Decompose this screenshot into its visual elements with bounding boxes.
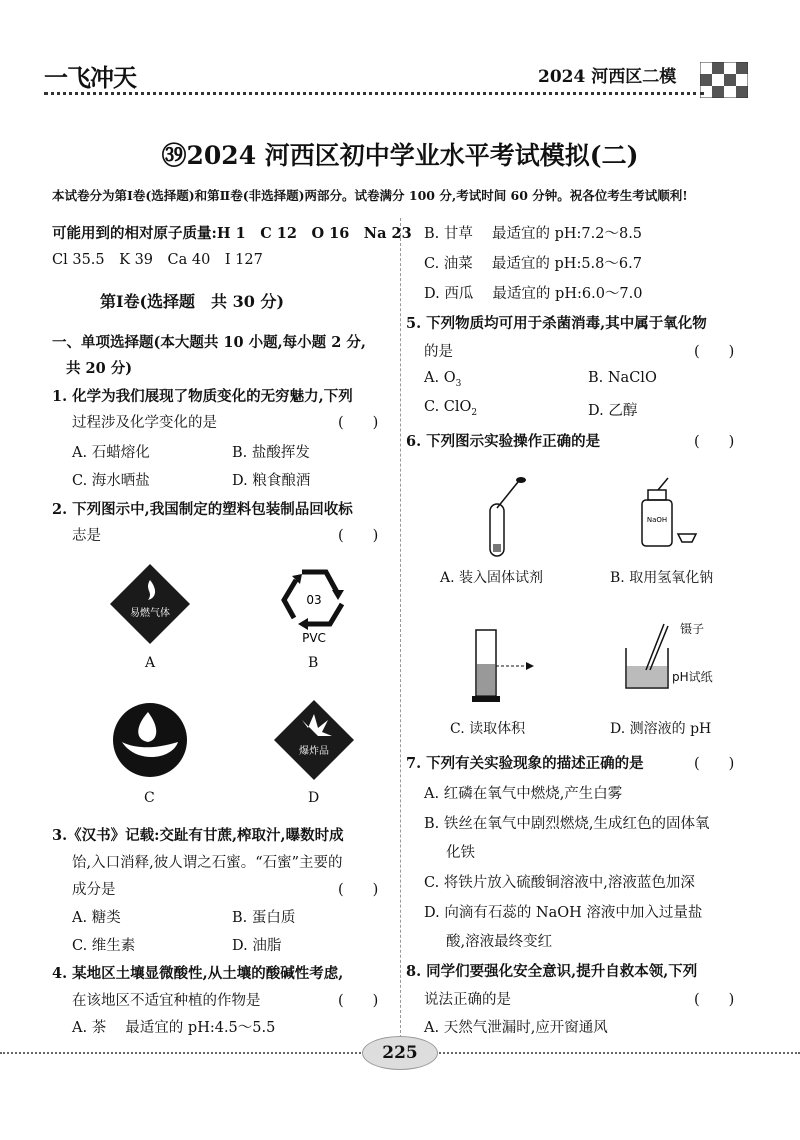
graduated-cylinder-icon: [468, 626, 538, 706]
q2-label-b: B: [308, 655, 319, 671]
q7-option-c: C. 将铁片放入硫酸铜溶液中,溶液蓝色加深: [424, 875, 695, 891]
q7-option-d2: 酸,溶液最终变红: [446, 934, 553, 950]
q3-answer-blank[interactable]: ( ): [338, 882, 379, 898]
q7-option-a: A. 红磷在氧气中燃烧,产生白雾: [424, 786, 623, 802]
q2-label-d: D: [308, 790, 320, 806]
q7-line1: 7. 下列有关实验现象的描述正确的是: [406, 755, 644, 772]
q1-option-a: A. 石蜡熔化: [72, 445, 150, 461]
q8-answer-blank[interactable]: ( ): [694, 992, 735, 1008]
flammable-gas-label: 易燃气体: [130, 608, 170, 619]
exam-label: 2024 河西区二模: [538, 67, 677, 87]
q8-option-a: A. 天然气泄漏时,应开窗通风: [424, 1020, 608, 1036]
q6-answer-blank[interactable]: ( ): [694, 434, 735, 450]
tweezers-label: 镊子: [680, 622, 705, 636]
flammable-gas-sign-icon: [108, 562, 192, 646]
q6-option-b: B. 取用氢氧化钠: [610, 570, 714, 586]
page-number: 225: [362, 1036, 438, 1070]
header-divider: [44, 92, 704, 95]
q6-line1: 6. 下列图示实验操作正确的是: [406, 433, 601, 450]
q3-line3: 成分是: [72, 882, 116, 898]
water-saving-sign-icon: [112, 702, 188, 778]
page-title: ㊴2024 河西区初中学业水平考试模拟(二): [161, 141, 639, 170]
q5-option-a: A. $O_3$: [424, 370, 462, 389]
q7-option-b1: B. 铁丝在氧气中剧烈燃烧,生成红色的固体氧: [424, 816, 710, 832]
naoh-bottle-icon: [636, 476, 700, 552]
column-divider: [400, 218, 401, 1038]
test-tube-spoon-icon: [478, 474, 530, 560]
q1-line1: 1. 化学为我们展现了物质变化的无穷魅力,下列: [52, 388, 353, 405]
recycle-code: 03: [306, 593, 322, 607]
q5-option-d: D. 乙醇: [588, 403, 638, 419]
section1-title: 第Ⅰ卷(选择题 共 30 分): [100, 292, 285, 311]
q3-option-c: C. 维生素: [72, 938, 136, 954]
naoh-bottle-label: NaOH: [646, 516, 668, 524]
q2-label-a: A: [145, 655, 156, 671]
atomic-mass-line1: 可能用到的相对原子质量:H 1 C 12 O 16 Na 23: [52, 225, 412, 242]
part1-title-1: 一、单项选择题(本大题共 10 小题,每小题 2 分,: [52, 334, 366, 351]
q2-label-c: C: [144, 790, 155, 806]
q1-answer-blank[interactable]: ( ): [338, 415, 379, 431]
q7-option-d1: D. 向滴有石蕊的 NaOH 溶液中加入过量盐: [424, 905, 703, 921]
q5-line2: 的是: [424, 344, 453, 360]
q4-line1: 4. 某地区土壤显微酸性,从土壤的酸碱性考虑,: [52, 965, 344, 982]
q3-line2: 饴,入口消释,彼人谓之石蜜。“石蜜”主要的: [72, 855, 343, 871]
beaker-tweezers-icon: [622, 618, 678, 692]
brand-logo: 一飞冲天: [44, 64, 136, 92]
checker-pattern-icon: [700, 62, 748, 98]
q3-option-a: A. 糖类: [72, 910, 121, 926]
q6-option-d: D. 测溶液的 pH: [610, 721, 712, 737]
explosive-label: 爆炸品: [299, 746, 329, 757]
explosive-sign-icon: [272, 698, 356, 782]
atomic-mass-line2: Cl 35.5 K 39 Ca 40 I 127: [52, 252, 263, 268]
q5-line1: 5. 下列物质均可用于杀菌消毒,其中属于氧化物: [406, 315, 707, 332]
q2-line1: 2. 下列图示中,我国制定的塑料包装制品回收标: [52, 501, 353, 518]
q3-option-d: D. 油脂: [232, 938, 282, 954]
q3-option-b: B. 蛋白质: [232, 910, 296, 926]
q3-line1: 3.《汉书》记载:交趾有甘蔗,榨取汁,曝数时成: [52, 827, 344, 844]
q4-option-d: D. 西瓜 最适宜的 pH:6.0～7.0: [424, 286, 643, 302]
q2-line2: 志是: [72, 528, 101, 544]
q5-answer-blank[interactable]: ( ): [694, 344, 735, 360]
part1-title-2: 共 20 分): [66, 360, 133, 377]
q5-option-b: B. NaClO: [588, 370, 657, 386]
q4-answer-blank[interactable]: ( ): [338, 993, 379, 1009]
recycle-pvc-sign-icon: [272, 560, 356, 644]
q1-line2: 过程涉及化学变化的是: [72, 415, 217, 431]
q2-answer-blank[interactable]: ( ): [338, 528, 379, 544]
q4-line2: 在该地区不适宜种植的作物是: [72, 993, 261, 1009]
ph-paper-label: pH试纸: [672, 670, 713, 684]
q4-option-c: C. 油菜 最适宜的 pH:5.8～6.7: [424, 256, 642, 272]
exam-notice: 本试卷分为第Ⅰ卷(选择题)和第Ⅱ卷(非选择题)两部分。试卷满分 100 分,考试时间 60 分钟。祝各位考生考试顺利!: [52, 188, 688, 203]
q6-option-a: A. 装入固体试剂: [440, 570, 544, 586]
q4-option-b: B. 甘草 最适宜的 pH:7.2～8.5: [424, 226, 643, 242]
q8-line1: 8. 同学们要强化安全意识,提升自救本领,下列: [406, 963, 698, 980]
q7-option-b2: 化铁: [446, 845, 475, 861]
recycle-pvc-label: PVC: [302, 631, 326, 644]
q5-option-c: C. ClO$_2$: [424, 399, 478, 418]
q1-option-c: C. 海水晒盐: [72, 473, 150, 489]
q6-option-c: C. 读取体积: [450, 721, 526, 737]
q1-option-b: B. 盐酸挥发: [232, 445, 310, 461]
q1-option-d: D. 粮食酿酒: [232, 473, 311, 489]
q8-line2: 说法正确的是: [424, 992, 511, 1008]
q4-option-a: A. 茶 最适宜的 pH:4.5～5.5: [72, 1020, 276, 1036]
q7-answer-blank[interactable]: ( ): [694, 756, 735, 772]
